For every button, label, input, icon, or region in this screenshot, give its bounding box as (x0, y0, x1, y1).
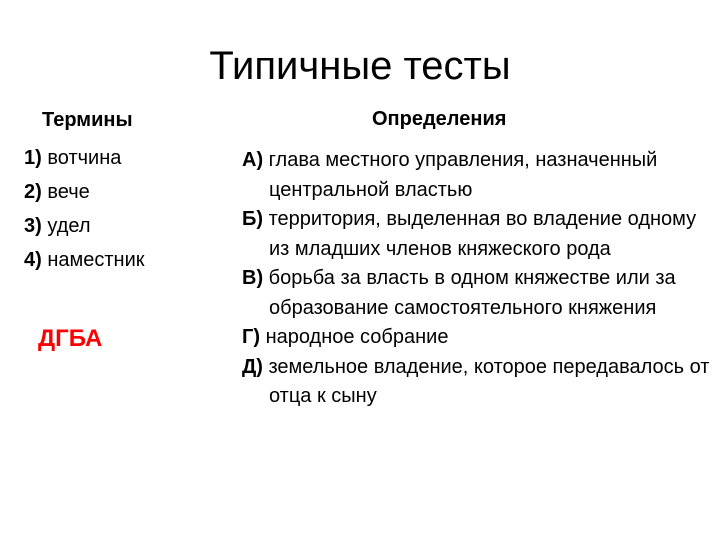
definition-text: глава местного управления, назначенный центральной властью (268, 149, 658, 201)
definition-text: борьба за власть в одном княжестве или за образование самостоятельного княжения (268, 267, 676, 319)
definition-item (242, 353, 712, 412)
definition-letter: Б) (242, 208, 264, 230)
definitions-list (242, 146, 712, 412)
definition-text: земельное владение, которое передавалось от отца к сыну (268, 355, 710, 407)
term-text: удел (47, 215, 91, 237)
answer-key: ДГБА (38, 325, 103, 352)
term-text: вече (47, 181, 90, 203)
definition-text: народное собрание (265, 326, 449, 348)
definition-letter: В) (242, 267, 264, 289)
term-number: 2) (24, 181, 42, 203)
term-number: 3) (24, 215, 42, 237)
term-number: 4) (24, 249, 42, 271)
definition-item (242, 264, 712, 323)
definition-item (242, 146, 712, 205)
term-item (24, 249, 145, 283)
definition-letter: Д) (242, 355, 263, 378)
term-text: наместник (47, 249, 145, 271)
term-item (24, 181, 145, 215)
term-text: вотчина (47, 147, 122, 169)
slide-title: Типичные тесты (209, 44, 511, 88)
terms-column-header: Термины (42, 109, 133, 131)
definitions-column-header: Определения (372, 108, 507, 130)
definition-text: территория, выделенная во владение одному из младших членов княжеского рода (268, 208, 697, 260)
term-number: 1) (24, 147, 42, 169)
term-item (24, 147, 145, 181)
definition-letter: А) (242, 149, 264, 171)
terms-list (24, 147, 145, 283)
term-item (24, 215, 145, 249)
definition-item (242, 205, 712, 264)
definition-item (242, 323, 712, 353)
definition-letter: Г) (242, 326, 260, 348)
